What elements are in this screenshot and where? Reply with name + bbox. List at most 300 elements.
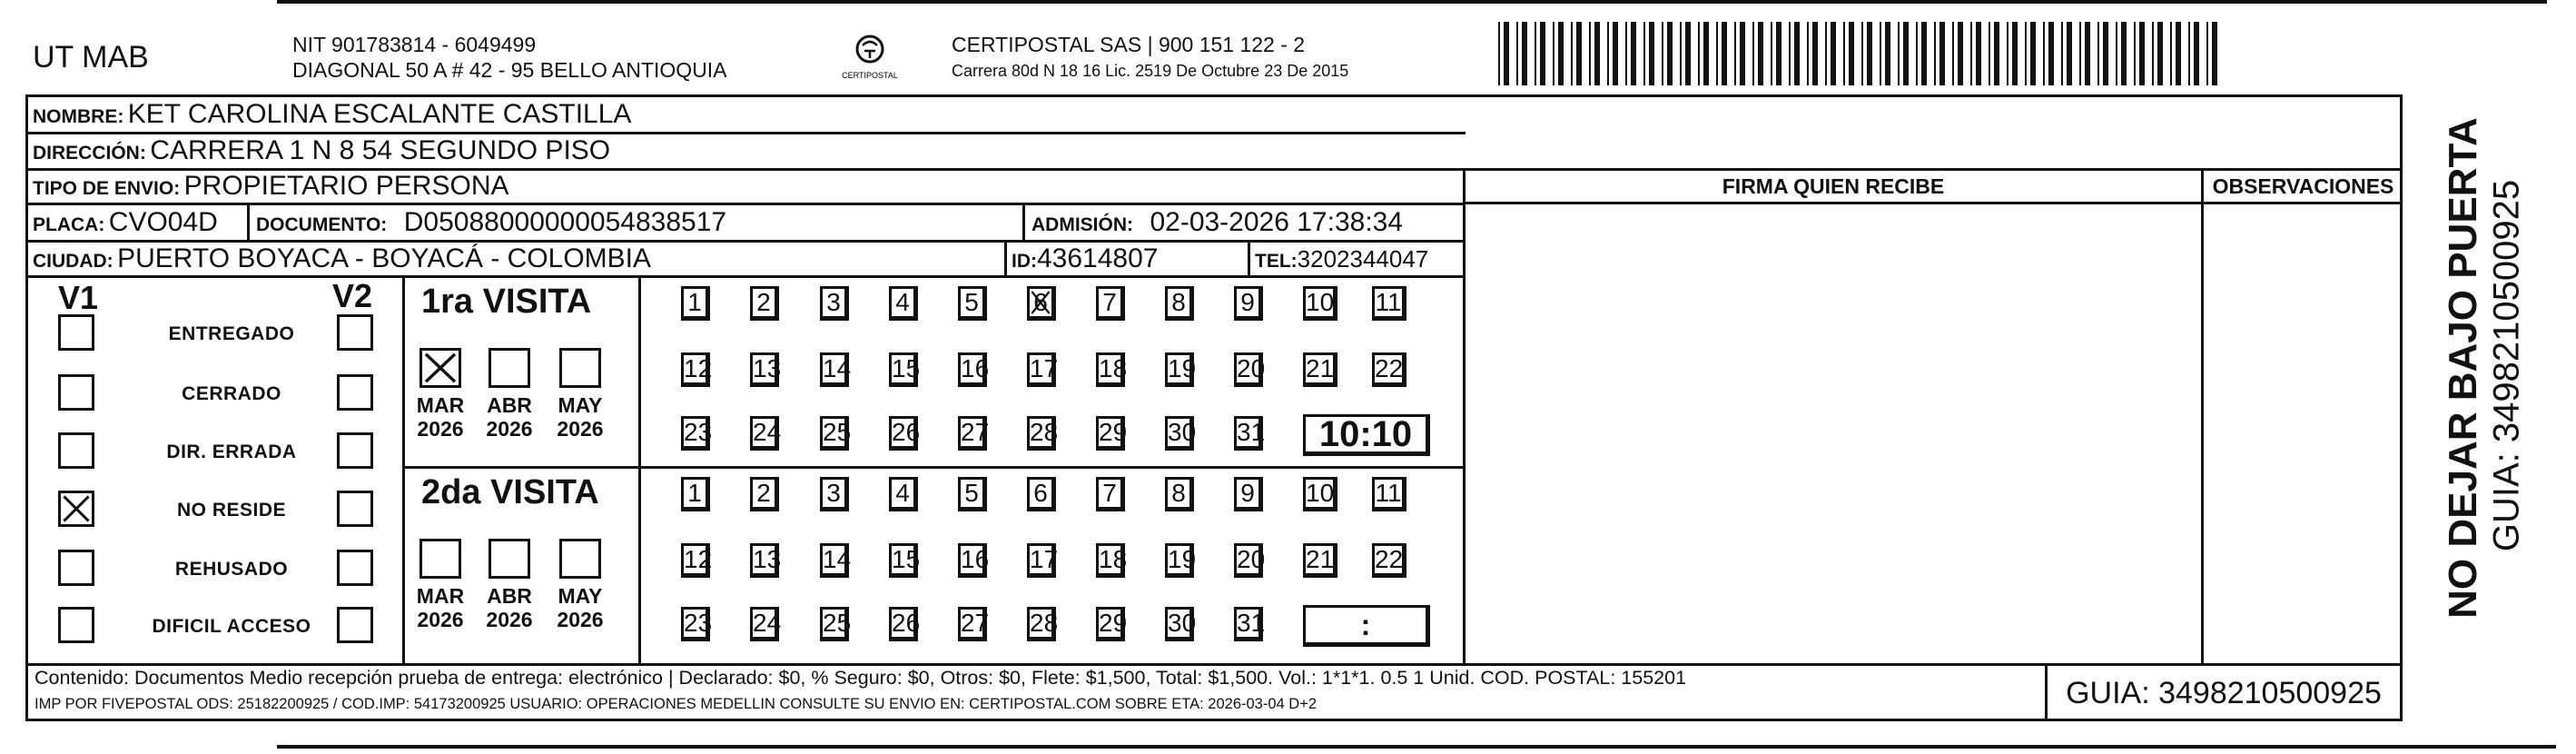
day-box[interactable] <box>1303 477 1337 511</box>
barcode-bar <box>1613 22 1618 85</box>
barcode-bar <box>1649 22 1654 85</box>
day-number: 1 <box>687 288 702 316</box>
col-divider <box>1248 240 1250 275</box>
barcode-bar <box>2152 22 2154 85</box>
side-panel <box>2406 100 2542 636</box>
day-box[interactable] <box>889 286 918 321</box>
barcode-bar <box>1662 22 1663 85</box>
id-label: ID: <box>1012 251 1037 272</box>
day-box[interactable] <box>1372 286 1406 321</box>
day-number: 2 <box>756 288 771 316</box>
day-check-mark <box>1030 289 1051 316</box>
v1-checkbox[interactable] <box>58 550 94 586</box>
day-number: 28 <box>1030 418 1059 446</box>
day-number: 31 <box>1237 609 1266 637</box>
barcode-bar <box>1740 22 1745 85</box>
barcode-bar <box>1516 22 1518 85</box>
day-number: 4 <box>895 479 910 507</box>
day-number: 23 <box>684 609 713 637</box>
time-field[interactable]: 10:10 <box>1303 414 1430 456</box>
firma-header: FIRMA QUIEN RECIBE <box>1722 174 1945 198</box>
day-box[interactable] <box>1096 352 1128 387</box>
barcode-bar <box>2061 22 2063 85</box>
barcode-bar <box>1776 22 1781 85</box>
day-number: 27 <box>961 418 990 446</box>
month-checkbox[interactable] <box>559 539 601 579</box>
day-box[interactable] <box>1096 416 1128 451</box>
barcode-bar <box>1734 22 1736 85</box>
day-number: 16 <box>961 545 990 573</box>
day-number: 17 <box>1030 545 1059 573</box>
day-box[interactable] <box>889 543 921 578</box>
day-box[interactable] <box>1303 352 1337 387</box>
barcode-bar <box>1703 22 1709 85</box>
v2-checkbox[interactable] <box>337 432 373 469</box>
row-divider <box>25 132 1466 134</box>
day-number: 5 <box>964 479 979 507</box>
day-box[interactable] <box>1303 543 1337 578</box>
barcode-bar <box>2025 22 2027 85</box>
day-box[interactable] <box>1096 607 1128 641</box>
day-number: 12 <box>684 545 713 573</box>
day-number: 13 <box>753 354 782 382</box>
barcode-bar <box>1667 22 1673 85</box>
barcode-bar <box>2206 22 2208 85</box>
day-box[interactable] <box>1027 607 1059 641</box>
col-divider <box>247 203 250 240</box>
day-box[interactable] <box>820 352 852 387</box>
day-box[interactable] <box>1234 416 1266 451</box>
ciudad-value: PUERTO BOYACA - BOYACÁ - COLOMBIA <box>117 243 652 273</box>
barcode-bar <box>1789 22 1791 85</box>
barcode-bar <box>1498 22 1500 85</box>
barcode-bar <box>1558 22 1564 85</box>
barcode-bar <box>1680 22 1682 85</box>
day-number: 11 <box>1375 288 1402 316</box>
barcode-bar <box>1952 22 1954 85</box>
day-box[interactable] <box>958 416 990 451</box>
barcode-bar <box>1994 22 1999 85</box>
day-number: 18 <box>1099 545 1128 573</box>
year-label: 2026 <box>486 417 533 441</box>
barcode-bar <box>1831 22 1836 85</box>
day-number: 2 <box>756 479 771 507</box>
barcode-bar <box>1504 22 1509 85</box>
day-number: 8 <box>1171 479 1186 507</box>
month-label: MAR <box>416 584 465 608</box>
barcode-bar <box>2188 22 2190 85</box>
barcode-bar <box>1716 22 1718 85</box>
col-divider <box>402 275 405 663</box>
status-label: DIR. ERRADA <box>166 441 297 462</box>
status-label: CERRADO <box>182 383 281 404</box>
day-box[interactable] <box>750 286 779 321</box>
barcode-bar <box>1898 22 1900 85</box>
documento-cell <box>256 207 726 238</box>
day-number: 27 <box>961 609 990 637</box>
day-box[interactable] <box>1234 607 1266 641</box>
day-box[interactable] <box>889 416 921 451</box>
barcode-bar <box>1970 22 1972 85</box>
day-box[interactable] <box>1372 352 1406 387</box>
day-box[interactable] <box>1096 543 1128 578</box>
barcode-bar <box>2079 22 2081 85</box>
day-box[interactable] <box>1372 543 1406 578</box>
day-number: 3 <box>826 288 841 316</box>
barcode-bar <box>2176 22 2181 85</box>
barcode-bar <box>1812 22 1818 85</box>
day-number: 13 <box>753 545 782 573</box>
year-label: 2026 <box>557 417 604 441</box>
year-label: 2026 <box>417 608 464 631</box>
barcode-bar <box>1771 22 1772 85</box>
id-value: 43614807 <box>1037 243 1159 273</box>
nombre-label: NOMBRE: <box>33 106 124 127</box>
v1-checkbox[interactable] <box>58 607 94 643</box>
day-box[interactable] <box>958 543 990 578</box>
direccion-value: CARRERA 1 N 8 54 SEGUNDO PISO <box>150 135 611 165</box>
day-box[interactable] <box>1165 416 1197 451</box>
barcode-bar <box>1939 22 1945 85</box>
logo-text: CERTIPOSTAL <box>842 71 898 80</box>
day-box[interactable] <box>750 477 779 511</box>
barcode-bar <box>2007 22 2008 85</box>
admision-cell <box>1031 207 1403 238</box>
day-box[interactable] <box>820 416 852 451</box>
day-box[interactable] <box>1096 286 1125 321</box>
day-box[interactable] <box>820 543 852 578</box>
bottom-rule <box>277 745 2556 749</box>
barcode-bar <box>1594 22 1600 85</box>
barcode-bar <box>1903 22 1909 85</box>
time-field[interactable]: : <box>1303 605 1430 647</box>
company-nit: NIT 901783814 - 6049499 <box>292 33 537 56</box>
documento-label: DOCUMENTO: <box>256 214 388 235</box>
day-number: 23 <box>684 418 713 446</box>
day-number: 17 <box>1030 354 1059 382</box>
row-divider <box>402 466 1466 469</box>
day-box[interactable] <box>1027 477 1056 511</box>
barcode-bar <box>1958 22 1963 85</box>
barcode-bar <box>1625 22 1627 85</box>
day-box[interactable] <box>1234 286 1263 321</box>
month-checkbox[interactable] <box>419 539 461 579</box>
documento-value: D05088000000054838517 <box>403 207 727 237</box>
day-box[interactable] <box>1165 477 1194 511</box>
barcode-bar <box>1576 22 1582 85</box>
day-box[interactable] <box>681 286 710 321</box>
barcode-bar <box>2097 22 2099 85</box>
tipo-label: TIPO DE ENVIO: <box>33 178 181 199</box>
ciudad-label: CIUDAD: <box>33 251 114 272</box>
barcode-bar <box>2194 22 2199 85</box>
ciudad-cell <box>33 243 651 274</box>
day-number: 21 <box>1306 545 1335 573</box>
day-box[interactable] <box>1096 477 1125 511</box>
day-box[interactable] <box>681 543 713 578</box>
day-number: 12 <box>684 354 713 382</box>
day-number: 10 <box>1306 479 1335 507</box>
barcode-bar <box>1843 22 1845 85</box>
month-checkbox[interactable] <box>559 348 601 388</box>
day-box[interactable] <box>1027 543 1059 578</box>
day-number: 28 <box>1030 609 1059 637</box>
day-box[interactable] <box>1234 352 1266 387</box>
day-number: 7 <box>1102 479 1117 507</box>
day-box[interactable] <box>889 477 918 511</box>
col-divider <box>638 275 641 663</box>
barcode-bar <box>1849 22 1854 85</box>
barcode-bar <box>2012 22 2018 85</box>
barcode-bar <box>1607 22 1609 85</box>
day-number: 14 <box>823 545 852 573</box>
day-number: 24 <box>753 418 782 446</box>
day-number: 22 <box>1375 545 1404 573</box>
month-checkbox[interactable] <box>419 348 461 388</box>
status-label: DIFICIL ACCESO <box>152 616 311 637</box>
day-box[interactable] <box>1165 607 1197 641</box>
observaciones-header: OBSERVACIONES <box>2212 174 2394 198</box>
day-box[interactable] <box>820 477 849 511</box>
side-guia: GUIA: 3498210500925 <box>2486 179 2527 552</box>
day-number: 29 <box>1099 609 1128 637</box>
day-box[interactable] <box>681 607 713 641</box>
barcode-bar <box>1934 22 1936 85</box>
month-label: ABR <box>487 393 532 417</box>
footer-imp: IMP POR FIVEPOSTAL ODS: 25182200925 / COD.IMP: 54173200925 USUARIO: OPERACIONES MEDELLIN CONSULTE SU ENVIO EN: CERTIPOSTAL.COM SOBRE ETA: 2026-03-04 D+2 <box>35 696 1318 712</box>
barcode-bar <box>1752 22 1754 85</box>
barcode-bar <box>1867 22 1872 85</box>
day-number: 30 <box>1168 418 1197 446</box>
year-label: 2026 <box>486 608 533 631</box>
barcode-bar <box>2139 22 2145 85</box>
day-number: 1 <box>687 479 702 507</box>
barcode-bar <box>1758 22 1763 85</box>
day-number: 31 <box>1237 418 1266 446</box>
day-box[interactable] <box>1027 416 1059 451</box>
barcode <box>1498 22 2225 85</box>
tel-value: 3202344047 <box>1297 245 1429 273</box>
month-label: MAY <box>558 393 603 417</box>
barcode-bar <box>1976 22 1981 85</box>
direccion-row <box>33 135 610 166</box>
day-number: 26 <box>892 609 921 637</box>
day-number: 20 <box>1237 545 1266 573</box>
day-box[interactable] <box>1027 352 1059 387</box>
month-label: MAR <box>416 393 465 417</box>
day-box[interactable] <box>820 607 852 641</box>
company-address: DIAGONAL 50 A # 42 - 95 BELLO ANTIOQUIA <box>292 58 727 82</box>
day-number: 19 <box>1168 354 1197 382</box>
v2-checkbox[interactable] <box>337 491 373 527</box>
certipostal-logo <box>834 31 906 85</box>
col-divider <box>1463 168 1466 663</box>
barcode-bar <box>1921 22 1927 85</box>
day-box[interactable] <box>681 352 713 387</box>
placa-value: CVO04D <box>108 207 218 237</box>
month-label: ABR <box>487 584 532 608</box>
day-number: 18 <box>1099 354 1128 382</box>
day-number: 6 <box>1033 288 1048 316</box>
footer-contenido: Contenido: Documentos Medio recepción prueba de entrega: electrónico | Declarado: $0, % Seguro: $0, Otros: $0, Flete: $1,500, Total: $1,500. Vol.: 1*1*1. 0.5 1 Unid. COD. POSTAL: 155201 <box>35 667 1687 689</box>
v1-heading: V1 <box>58 279 99 316</box>
status-label: REHUSADO <box>174 559 289 580</box>
day-box[interactable] <box>889 352 921 387</box>
barcode-bar <box>1553 22 1554 85</box>
row-divider <box>25 203 1466 205</box>
barcode-bar <box>2157 22 2163 85</box>
admision-value: 02-03-2026 17:38:34 <box>1150 207 1404 237</box>
status-label: ENTREGADO <box>168 323 295 344</box>
barcode-bar <box>1880 22 1881 85</box>
direccion-label: DIRECCIÓN: <box>33 143 146 164</box>
day-number: 15 <box>892 354 921 382</box>
barcode-bar <box>1535 22 1536 85</box>
v2-checkbox[interactable] <box>337 550 373 586</box>
tipo-row <box>33 171 509 202</box>
barcode-bar <box>1685 22 1691 85</box>
tel-label: TEL: <box>1255 251 1298 272</box>
day-number: 4 <box>895 288 910 316</box>
barcode-bar <box>2085 22 2090 85</box>
barcode-bar <box>1807 22 1809 85</box>
day-box[interactable] <box>820 286 849 321</box>
month-label: MAY <box>558 584 603 608</box>
col-divider <box>1022 205 1025 240</box>
day-number: 9 <box>1240 288 1255 316</box>
barcode-bar <box>1916 22 1918 85</box>
v2-checkbox[interactable] <box>337 374 373 411</box>
barcode-bar <box>1885 22 1890 85</box>
day-number: 25 <box>823 418 852 446</box>
barcode-bar <box>1989 22 1990 85</box>
day-box[interactable] <box>958 607 990 641</box>
day-number: 5 <box>964 288 979 316</box>
v2-checkbox[interactable] <box>337 314 373 351</box>
barcode-bar <box>2121 22 2127 85</box>
day-number: 10 <box>1306 288 1335 316</box>
day-box[interactable] <box>1303 286 1337 321</box>
day-number: 3 <box>826 479 841 507</box>
day-box[interactable] <box>889 607 921 641</box>
col-divider <box>2201 168 2204 663</box>
barcode-bar <box>2030 22 2036 85</box>
barcode-bar <box>1589 22 1591 85</box>
day-number: 14 <box>823 354 852 382</box>
day-number: 9 <box>1240 479 1255 507</box>
barcode-bar <box>1698 22 1700 85</box>
day-box[interactable] <box>958 352 990 387</box>
barcode-bar <box>2116 22 2117 85</box>
visit-title: 1ra VISITA <box>421 283 592 321</box>
v1-checkbox[interactable] <box>58 374 94 411</box>
col-divider <box>1004 240 1007 275</box>
day-box[interactable] <box>958 477 987 511</box>
day-box[interactable] <box>681 477 710 511</box>
v1-checkbox[interactable] <box>58 491 94 527</box>
day-box[interactable] <box>750 607 782 641</box>
day-number: 20 <box>1237 354 1266 382</box>
company-name: UT MAB <box>33 40 149 74</box>
day-number: 7 <box>1102 288 1117 316</box>
day-number: 21 <box>1306 354 1335 382</box>
barcode-bar <box>2103 22 2108 85</box>
year-label: 2026 <box>417 417 464 441</box>
day-box[interactable] <box>750 416 782 451</box>
day-number: 26 <box>892 418 921 446</box>
status-label: NO RESIDE <box>176 500 287 521</box>
day-number: 22 <box>1375 354 1404 382</box>
month-checkbox[interactable] <box>489 539 530 579</box>
v1-checkbox[interactable] <box>58 432 94 469</box>
day-number: 15 <box>892 545 921 573</box>
tipo-value: PROPIETARIO PERSONA <box>183 171 509 201</box>
day-box[interactable] <box>1234 543 1266 578</box>
carrier-detail: Carrera 80d N 18 16 Lic. 2519 De Octubre 23 De 2015 <box>952 62 1349 80</box>
barcode-bar <box>2212 22 2217 85</box>
day-number: 19 <box>1168 545 1197 573</box>
carrier-name: CERTIPOSTAL SAS | 900 151 122 - 2 <box>952 33 1306 56</box>
v2-checkbox[interactable] <box>337 607 373 643</box>
day-number: 30 <box>1168 609 1197 637</box>
day-number: 6 <box>1033 479 1048 507</box>
top-rule <box>277 0 2547 4</box>
day-box[interactable] <box>1165 352 1197 387</box>
day-box[interactable] <box>1165 286 1194 321</box>
day-box[interactable] <box>1234 477 1263 511</box>
admision-label: ADMISIÓN: <box>1031 214 1133 235</box>
day-number: 16 <box>961 354 990 382</box>
side-title: NO DEJAR BAJO PUERTA <box>2441 117 2485 619</box>
barcode-bar <box>2043 22 2045 85</box>
barcode-bar <box>1794 22 1800 85</box>
day-box[interactable] <box>958 286 987 321</box>
day-box[interactable] <box>750 352 782 387</box>
barcode-bar <box>2170 22 2172 85</box>
day-box[interactable] <box>1165 543 1197 578</box>
day-box[interactable] <box>1027 286 1056 321</box>
visit-title: 2da VISITA <box>421 473 599 511</box>
v1-checkbox[interactable] <box>58 314 94 351</box>
row-divider <box>25 275 1466 278</box>
barcode-bar <box>2134 22 2136 85</box>
day-number: 25 <box>823 609 852 637</box>
tel-cell <box>1255 245 1428 273</box>
v2-heading: V2 <box>332 277 373 314</box>
day-number: 11 <box>1375 479 1402 507</box>
day-number: 8 <box>1171 288 1186 316</box>
day-number: 24 <box>753 609 782 637</box>
barcode-bar <box>1571 22 1573 85</box>
barcode-bar <box>1631 22 1636 85</box>
month-checkbox[interactable] <box>489 348 530 388</box>
barcode-bar <box>1540 22 1545 85</box>
barcode-bar <box>1643 22 1645 85</box>
day-box[interactable] <box>750 543 782 578</box>
id-cell <box>1012 243 1158 274</box>
barcode-bar <box>2067 22 2072 85</box>
day-box[interactable] <box>1372 477 1406 511</box>
barcode-bar <box>2048 22 2054 85</box>
placa-label: PLACA: <box>33 214 105 235</box>
nombre-value: KET CAROLINA ESCALANTE CASTILLA <box>127 99 632 129</box>
year-label: 2026 <box>557 608 604 631</box>
barcode-bar <box>1825 22 1827 85</box>
row-divider <box>1466 202 2403 204</box>
barcode-bar <box>1522 22 1527 85</box>
placa-cell <box>33 207 218 238</box>
day-box[interactable] <box>681 416 713 451</box>
